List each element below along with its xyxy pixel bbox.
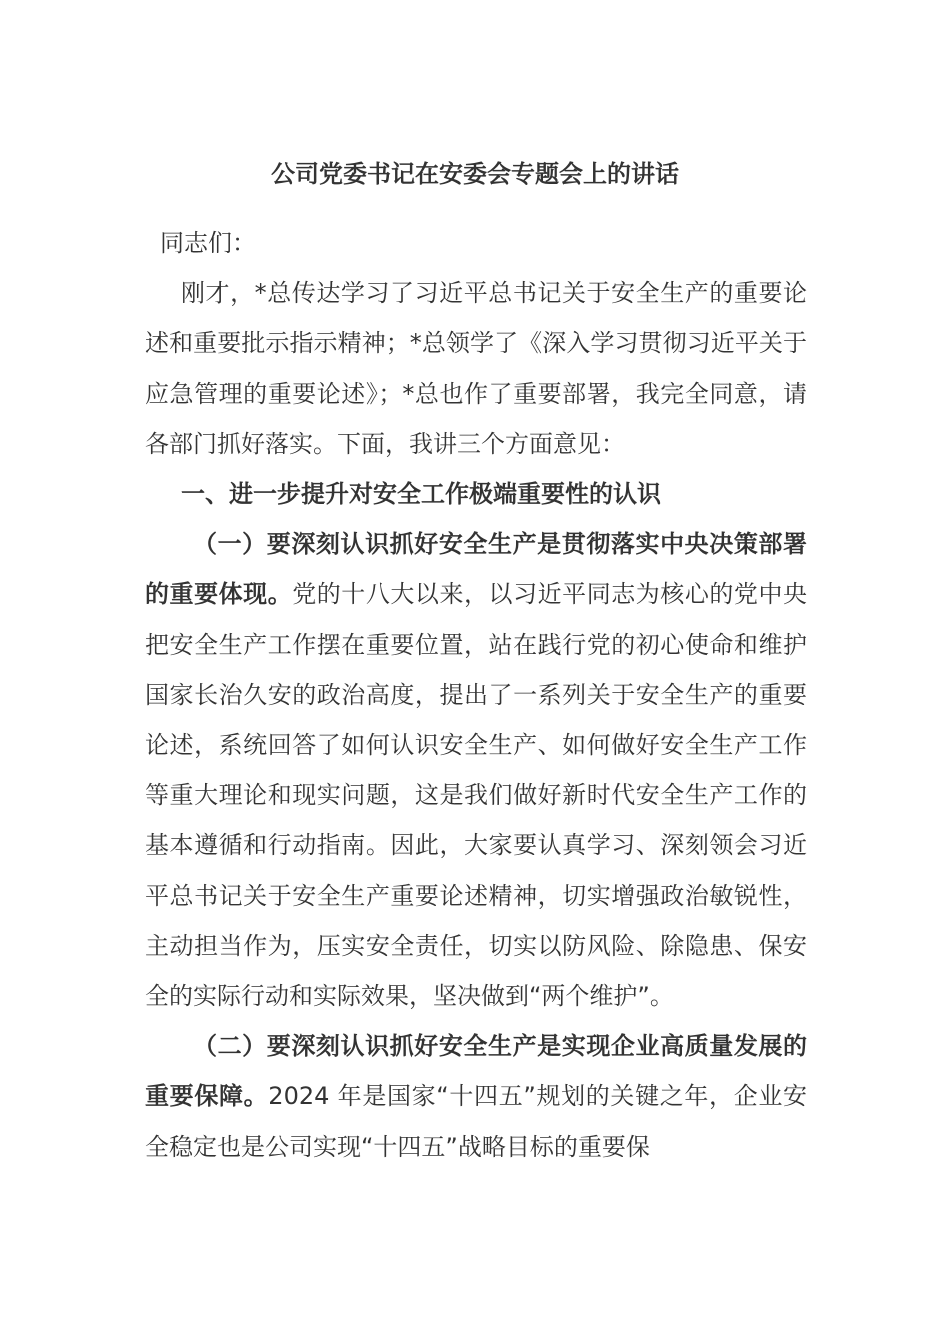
item-text-2: 2024 年是国家“十四五”规划的关键之年，企业安全稳定也是公司实现“十四五”战略目标的重要保 bbox=[145, 1082, 808, 1161]
intro-paragraph: 刚才，*总传达学习了习近平总书记关于安全生产的重要论述和重要批示指示精神；*总领学了《深入学习贯彻习近平关于应急管理的重要论述》；*总也作了重要部署，我完全同意，请各部门抓好落实。下面，我讲三个方面意见： bbox=[145, 279, 807, 458]
item-paragraph-2 bbox=[145, 1021, 807, 1172]
item-lead-2: （二）要深刻认识抓好安全生产是实现企业高质量发展的重要保障。 bbox=[145, 1032, 807, 1111]
salutation: 同志们： bbox=[160, 229, 256, 257]
item-lead-1: （一）要深刻认识抓好安全生产是贯彻落实中央决策部署的重要体现。 bbox=[145, 530, 807, 609]
document-body bbox=[145, 218, 807, 1172]
section-heading-1: 一、进一步提升对安全工作极端重要性的认识 bbox=[181, 480, 661, 509]
item-text-1: 党的十八大以来，以习近平同志为核心的党中央把安全生产工作摆在重要位置，站在践行党的初心使命和维护国家长治久安的政治高度，提出了一系列关于安全生产的重要论述，系统回答了如何认识安全生产、如何做好安全生产工作等重大理论和现实问题，这是我们做好新时代安全生产工作的基本遵循和行动指南。因此，大家要认真学习、深刻领会习近平总书记关于安全生产重要论述精神，切实增强政治敏锐性，主动担当作为，压实安全责任，切实以防风险、除隐患、保安全的实际行动和实际效果，坚决做到“两个维护”。 bbox=[145, 580, 808, 1011]
document-title: 公司党委书记在安委会专题会上的讲话 bbox=[271, 160, 679, 188]
item-paragraph-1 bbox=[145, 519, 807, 1021]
